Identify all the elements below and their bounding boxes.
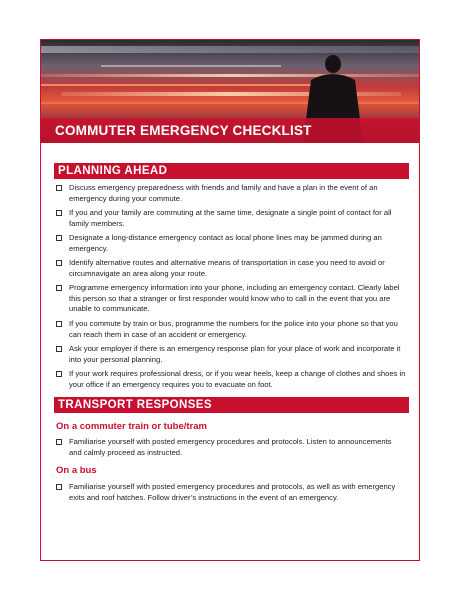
train-checklist xyxy=(56,437,406,462)
empty-checkbox-icon[interactable] xyxy=(56,439,62,445)
list-item: Familiarise yourself with posted emergency procedures and protocols. Listen to announcements and calmly proceed as instructed. xyxy=(56,437,406,462)
list-item: Familiarise yourself with posted emergency procedures and protocols, as well as with emergency exits and roof hatches. Follow driver’s instructions in the event of an emergency. xyxy=(56,482,406,518)
list-item: Discuss emergency preparedness with friends and family and have a plan in the event of an emergency during your commute. xyxy=(56,183,406,208)
empty-checkbox-icon[interactable] xyxy=(56,260,62,266)
empty-checkbox-icon[interactable] xyxy=(56,235,62,241)
list-item: If you and your family are commuting at the same time, designate a single point of contact for all family members. xyxy=(56,208,406,233)
empty-checkbox-icon[interactable] xyxy=(56,346,62,352)
page-title: COMMUTER EMERGENCY CHECKLIST xyxy=(55,123,312,138)
empty-checkbox-icon[interactable] xyxy=(56,285,62,291)
list-item: Identify alternative routes and alternative means of transportation in case you need to avoid or circumnavigate an area along your route. xyxy=(56,258,406,283)
section-heading: PLANNING AHEAD xyxy=(58,165,168,177)
list-item: Programme emergency information into your phone, including an emergency contact. Clearly label this person so that a stranger or first responder would know who to call in the event that you are unable to communicate. xyxy=(56,283,406,319)
empty-checkbox-icon[interactable] xyxy=(56,484,62,490)
empty-checkbox-icon[interactable] xyxy=(56,185,62,191)
list-item: Ask your employer if there is an emergency response plan for your place of work and incorporate it into your personal planning. xyxy=(56,344,406,369)
empty-checkbox-icon[interactable] xyxy=(56,321,62,327)
empty-checkbox-icon[interactable] xyxy=(56,210,62,216)
planning-checklist xyxy=(56,183,406,394)
list-item: If you commute by train or bus, programme the numbers for the police into your phone so that you can reach them in case of an accident or emergency. xyxy=(56,319,406,344)
bus-checklist xyxy=(56,482,406,518)
title-banner xyxy=(41,118,419,143)
section-heading: TRANSPORT RESPONSES xyxy=(58,399,212,411)
subheading-bus: On a bus xyxy=(56,465,97,476)
list-item: If your work requires professional dress, or if you wear heels, keep a change of clothes and shoes in your office if an emergency requires you to evacuate on foot. xyxy=(56,369,406,394)
section-header-planning-ahead xyxy=(54,163,409,179)
hero-image xyxy=(41,40,419,143)
empty-checkbox-icon[interactable] xyxy=(56,371,62,377)
checklist-page xyxy=(40,39,420,561)
list-item: Designate a long-distance emergency contact as local phone lines may be jammed during an emergency. xyxy=(56,233,406,258)
section-header-transport-responses xyxy=(54,397,409,413)
subheading-train: On a commuter train or tube/tram xyxy=(56,421,207,432)
